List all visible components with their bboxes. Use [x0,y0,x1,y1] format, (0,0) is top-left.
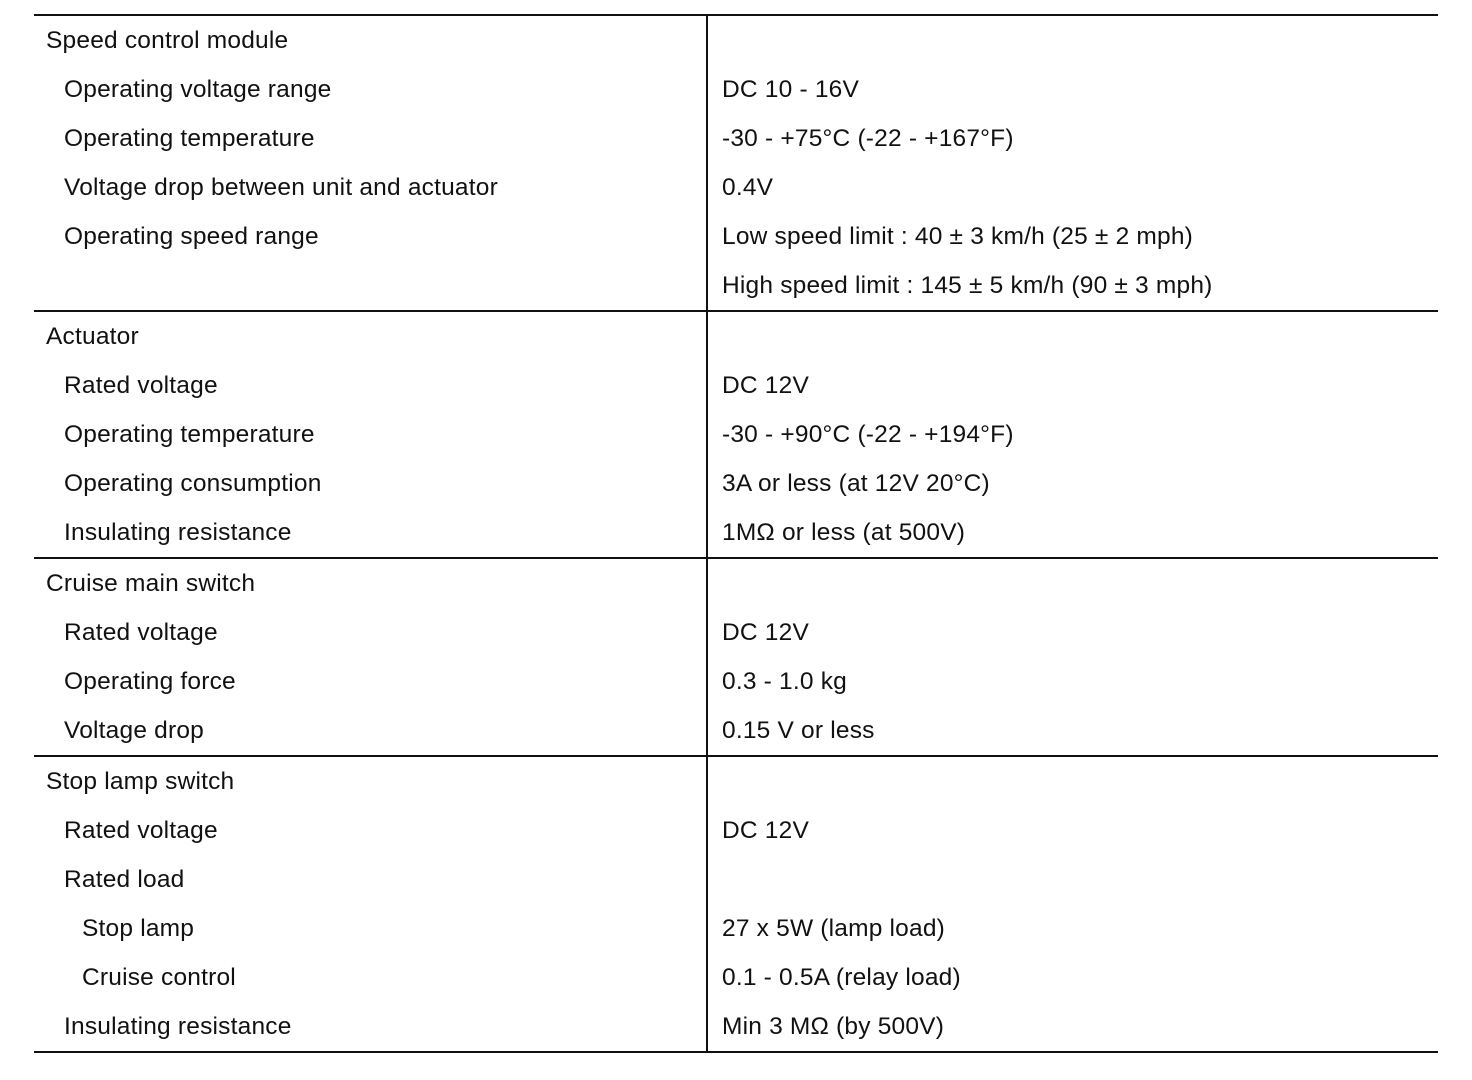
table-row [34,114,1438,163]
spec-value: 0.3 - 1.0 kg [722,667,847,695]
section-header-row [34,312,1438,361]
spec-label: Operating temperature [64,124,315,152]
spec-table [34,14,1438,1053]
spec-label: Stop lamp [82,914,195,942]
spec-label: Operating force [64,667,236,695]
spec-value: 0.4V [722,173,774,201]
section-header-row [34,757,1438,806]
section-title: Actuator [46,322,139,350]
spec-label: Rated voltage [64,816,218,844]
spec-value: Min 3 MΩ (by 500V) [722,1012,945,1040]
spec-label: Insulating resistance [64,518,292,546]
table-row [34,410,1438,459]
table-row [34,261,1438,310]
spec-value: High speed limit : 145 ± 5 km/h (90 ± 3 mph) [722,271,1213,299]
section-title: Stop lamp switch [46,767,235,795]
spec-value: DC 12V [722,371,809,399]
table-row [34,806,1438,855]
spec-value: 27 x 5W (lamp load) [722,914,946,942]
table-row [34,508,1438,557]
spec-value: -30 - +75°C (-22 - +167°F) [722,124,1014,152]
section-header-row [34,16,1438,65]
spec-label: Cruise control [82,963,236,991]
table-row [34,361,1438,410]
table-row [34,904,1438,953]
table-row [34,65,1438,114]
spec-label: Rated voltage [64,618,218,646]
spec-label: Operating consumption [64,469,322,497]
section-stop-lamp-switch [34,757,1438,1051]
spec-label: Operating voltage range [64,75,332,103]
spec-value: -30 - +90°C (-22 - +194°F) [722,420,1014,448]
spec-value: Low speed limit : 40 ± 3 km/h (25 ± 2 mph) [722,222,1194,250]
section-title: Cruise main switch [46,569,256,597]
section-title: Speed control module [46,26,289,54]
spec-label: Insulating resistance [64,1012,292,1040]
table-row [34,608,1438,657]
table-row [34,212,1438,261]
spec-value: 0.1 - 0.5A (relay load) [722,963,961,991]
spec-value: DC 12V [722,816,809,844]
spec-label: Voltage drop between unit and actuator [64,173,498,201]
section-speed-control-module [34,16,1438,312]
table-row [34,163,1438,212]
table-row [34,459,1438,508]
spec-value: DC 12V [722,618,809,646]
table-row [34,953,1438,1002]
spec-value: 0.15 V or less [722,716,875,744]
spec-label: Rated voltage [64,371,218,399]
spec-label: Voltage drop [64,716,204,744]
spec-label: Operating temperature [64,420,315,448]
table-row [34,706,1438,755]
table-row [34,657,1438,706]
spec-label: Rated load [64,865,185,893]
section-actuator [34,312,1438,559]
spec-value: 1MΩ or less (at 500V) [722,518,966,546]
table-row [34,855,1438,904]
table-row [34,1002,1438,1051]
section-cruise-main-switch [34,559,1438,757]
spec-value: DC 10 - 16V [722,75,860,103]
section-header-row [34,559,1438,608]
spec-value: 3A or less (at 12V 20°C) [722,469,990,497]
spec-label: Operating speed range [64,222,319,250]
